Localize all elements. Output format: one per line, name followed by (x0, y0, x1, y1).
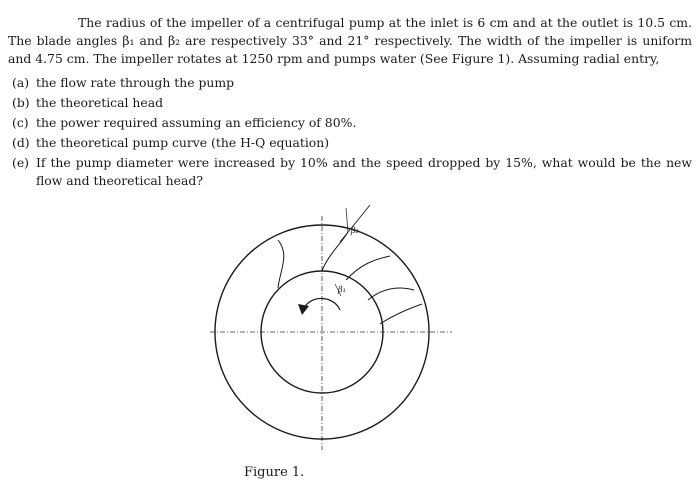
part-b-tag: (b) (12, 95, 30, 110)
part-c-tag: (c) (12, 115, 29, 130)
part-a-tag: (a) (12, 75, 30, 90)
beta2-tangent-line (340, 205, 370, 242)
blade-4 (368, 288, 414, 300)
part-a (12, 74, 692, 92)
problem-statement: The radius of the impeller of a centrifugal pump at the inlet is 6 cm and at the outlet is 10.5 cm. The blade angles β₁ and β₂ are respectively 33° and 21° respectively. The width of the impeller is uniform and 4.75 cm. The impeller rotates at 1250 rpm and pumps water (See Figure 1). Assuming radial entry, (8, 15, 692, 66)
blade-2 (322, 232, 348, 271)
blade-1 (278, 240, 284, 288)
blade-3 (346, 256, 390, 280)
part-c-text: the power required assuming an efficiency of 80%. (36, 115, 357, 130)
part-d-tag: (d) (12, 135, 30, 150)
blade-5 (380, 304, 422, 324)
beta2-label: β₂ (351, 226, 359, 235)
part-e (12, 154, 692, 190)
part-b-text: the theoretical head (36, 95, 164, 110)
part-e-tag: (e) (12, 155, 30, 170)
part-e-text: If the pump diameter were increased by 10% and the speed dropped by 15%, what would be the new flow and theoretical head? (36, 155, 692, 188)
rotation-arrowhead-icon (298, 304, 309, 315)
figure-caption: Figure 1. (244, 465, 305, 480)
part-a-text: the flow rate through the pump (36, 75, 235, 90)
impeller-figure (200, 200, 470, 460)
beta1-label: β₁ (338, 285, 346, 294)
part-d-text: the theoretical pump curve (the H-Q equation) (36, 135, 330, 150)
impeller-diagram (200, 200, 470, 460)
part-c (12, 114, 692, 132)
part-d (12, 134, 692, 152)
question-parts (12, 74, 692, 192)
part-b (12, 94, 692, 112)
